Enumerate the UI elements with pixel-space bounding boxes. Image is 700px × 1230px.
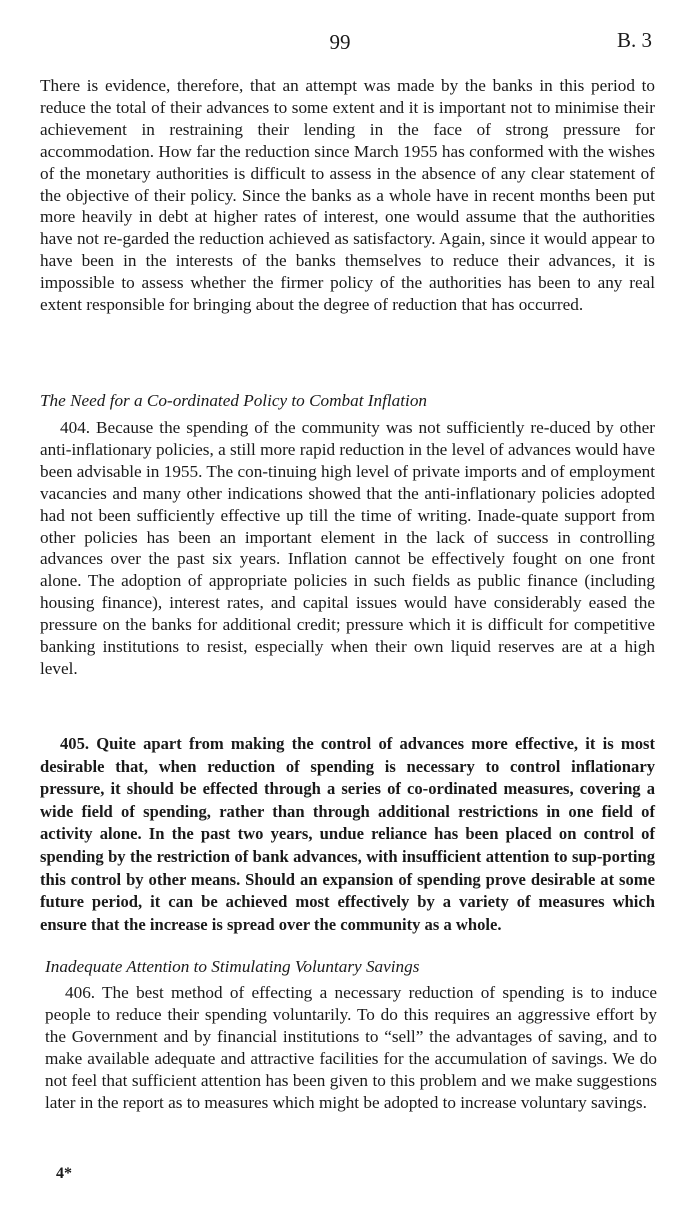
signature-mark: 4* bbox=[56, 1165, 72, 1182]
paragraph-406: 406. The best method of effecting a necessary reduction of spending is to induce people to reduce their spending voluntarily. To do this requires an aggressive effort by the Government and by financial institutions to “sell” the advantages of saving, and to make available adequate and attractive facilities for the accumulation of savings. We do not feel that sufficient attention has been given to this problem and we make suggestions later in the report as to measures which might be adopted to increase voluntary savings. bbox=[45, 983, 657, 1112]
section-heading-coordinated-policy: The Need for a Co-ordinated Policy to Combat Inflation bbox=[40, 391, 428, 410]
paragraph-405: 405. Quite apart from making the control of advances more effective, it is most desirable that, when reduction of spending is necessary to control inflationary pressure, it should be effected through a series of co-ordinated measures, covering a wide field of spending, rather than through additional restrictions in one field of activity alone. In the past two years, undue reliance has been placed on control of spending by the restriction of bank advances, with insufficient attention to sup-porting this control by other means. Should an expansion of spending prove desirable at some future period, it can be achieved most effectively by a variety of measures which ensure that the increase is spread over the community as a whole. bbox=[40, 734, 655, 934]
paragraph-404: 404. Because the spending of the community was not sufficiently re-duced by other anti-inflationary policies, a still more rapid reduction in the level of advances would have been advisable in 1955. The con-tinuing high level of private imports and of employment vacancies and many other indications showed that the anti-inflationary policies adopted had not been sufficiently effective up till the time of writing. Inade-quate support from other policies has been an important element in the lack of success in controlling advances over the past six years. Inflation cannot be effectively fought on one front alone. The adoption of appropriate policies in such fields as public finance (including housing finance), interest rates, and capital issues would have considerably eased the pressure on the banks for additional credit; pressure which it is difficult for competitive banking institutions to resist, especially when their own liquid reserves are at a high level. bbox=[40, 418, 655, 678]
page-number: 99 bbox=[329, 30, 351, 54]
section-heading-voluntary-savings: Inadequate Attention to Stimulating Voluntary Savings bbox=[45, 957, 420, 976]
page-reference: B. 3 bbox=[616, 28, 652, 52]
intro-paragraph: There is evidence, therefore, that an attempt was made by the banks in this period to reduce the total of their advances to some extent and it is important not to minimise their achievement in restraining their lending in the face of strong pressure for accommodation. How far the reduction since March 1955 has conformed with the wishes of the monetary authorities is difficult to assess in the absence of any clear statement of the objective of their policy. Since the banks as a whole have in recent months been put more heavily in debt at higher rates of interest, one would assume that the authorities have not re-garded the reduction achieved as satisfactory. Again, since it would appear to have been in the interests of the banks themselves to reduce their advances, it is impossible to assess whether the firmer policy of the authorities has been to any real extent responsible for bringing about the degree of reduction that has occurred. bbox=[40, 76, 655, 315]
